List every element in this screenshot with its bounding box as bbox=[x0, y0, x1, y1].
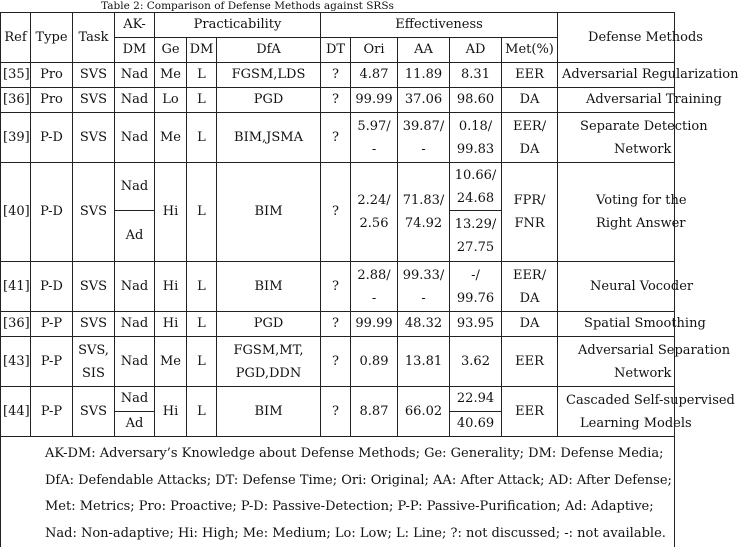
header-type: Type bbox=[31, 13, 73, 63]
cell-dm: L bbox=[187, 337, 217, 387]
cell-dt: ? bbox=[321, 113, 351, 163]
cell-dfa: BIM bbox=[217, 262, 321, 312]
cell-aa: 48.32 bbox=[398, 312, 450, 337]
header-dt: DT bbox=[321, 38, 351, 63]
cell-ge: Hi bbox=[155, 163, 187, 262]
cell-aa: 11.89 bbox=[398, 63, 450, 88]
header-defense-methods: Defense Methods bbox=[558, 13, 675, 63]
cell-ad-adaptive: 13.29/ 27.75 bbox=[450, 211, 502, 262]
table-row bbox=[1, 88, 675, 113]
header-ori: Ori bbox=[351, 38, 398, 63]
cell-type: P-P bbox=[31, 337, 73, 387]
legend-line: AK-DM: Adversary’s Knowledge about Defense Methods; Ge: Generality; DM: Defense Media; bbox=[45, 446, 664, 461]
cell-ref: [36] bbox=[1, 312, 31, 337]
cell-dfa: FGSM,LDS bbox=[217, 63, 321, 88]
cell-ref: [39] bbox=[1, 113, 31, 163]
header-ad: AD bbox=[450, 38, 502, 63]
header-practicability: Practicability bbox=[155, 13, 321, 38]
cell-dm: L bbox=[187, 88, 217, 113]
header-ref: Ref bbox=[1, 13, 31, 63]
legend-row bbox=[1, 437, 675, 548]
header-akdm-bottom: DM bbox=[115, 38, 155, 63]
header-row-1 bbox=[1, 13, 675, 38]
cell-dfa: BIM bbox=[217, 163, 321, 262]
table-row bbox=[1, 113, 675, 163]
header-task: Task bbox=[73, 13, 115, 63]
cell-task: SVS, SIS bbox=[73, 337, 115, 387]
cell-dm: L bbox=[187, 387, 217, 437]
cell-dfa: BIM,JSMA bbox=[217, 113, 321, 163]
cell-type: Pro bbox=[31, 63, 73, 88]
cell-aa: 37.06 bbox=[398, 88, 450, 113]
cell-met: FPR/ FNR bbox=[502, 163, 558, 262]
cell-ge: Lo bbox=[155, 88, 187, 113]
cell-akdm: Nad bbox=[115, 387, 155, 412]
cell-ori: 0.89 bbox=[351, 337, 398, 387]
cell-ref: [36] bbox=[1, 88, 31, 113]
header-met: Met(%) bbox=[502, 38, 558, 63]
cell-aa: 71.83/ 74.92 bbox=[398, 163, 450, 262]
cell-ori: 4.87 bbox=[351, 63, 398, 88]
cell-ge: Hi bbox=[155, 312, 187, 337]
cell-defense: Neural Vocoder bbox=[558, 262, 675, 312]
cell-ori: 2.24/ 2.56 bbox=[351, 163, 398, 262]
cell-met: EER bbox=[502, 63, 558, 88]
cell-task: SVS bbox=[73, 312, 115, 337]
cell-dfa: PGD bbox=[217, 312, 321, 337]
cell-dm: L bbox=[187, 63, 217, 88]
cell-type: P-P bbox=[31, 312, 73, 337]
cell-dt: ? bbox=[321, 63, 351, 88]
legend-line: DfA: Defendable Attacks; DT: Defense Time; Ori: Original; AA: After Attack; AD: After Defense; bbox=[45, 472, 672, 488]
cell-defense: Adversarial Regularization bbox=[558, 63, 675, 88]
cell-akdm-adaptive: Ad bbox=[115, 211, 155, 262]
cell-ge: Me bbox=[155, 63, 187, 88]
cell-ref: [44] bbox=[1, 387, 31, 437]
table-row bbox=[1, 63, 675, 88]
cell-akdm: Nad bbox=[115, 337, 155, 387]
cell-ori: 5.97/ - bbox=[351, 113, 398, 163]
cell-defense: Separate Detection Network bbox=[558, 113, 675, 163]
cell-ad-adaptive: 40.69 bbox=[450, 412, 502, 437]
cell-dm: L bbox=[187, 312, 217, 337]
cell-dfa: BIM bbox=[217, 387, 321, 437]
header-akdm-top: AK- bbox=[115, 13, 155, 38]
cell-type: P-D bbox=[31, 262, 73, 312]
cell-akdm: Nad bbox=[115, 88, 155, 113]
cell-aa: 66.02 bbox=[398, 387, 450, 437]
cell-type: Pro bbox=[31, 88, 73, 113]
cell-akdm: Nad bbox=[115, 113, 155, 163]
table-row bbox=[1, 262, 675, 312]
header-dm: DM bbox=[187, 38, 217, 63]
cell-type: P-D bbox=[31, 113, 73, 163]
cell-met: DA bbox=[502, 88, 558, 113]
cell-dt: ? bbox=[321, 88, 351, 113]
cell-met: EER bbox=[502, 337, 558, 387]
cell-ad: 93.95 bbox=[450, 312, 502, 337]
header-dfa: DfA bbox=[217, 38, 321, 63]
cell-akdm: Nad bbox=[115, 312, 155, 337]
cell-ge: Hi bbox=[155, 387, 187, 437]
cell-dt: ? bbox=[321, 312, 351, 337]
table-row bbox=[1, 337, 675, 387]
legend-line: Nad: Non-adaptive; Hi: High; Me: Medium; Lo: Low; L: Line; ?: not discussed; -: not available. bbox=[45, 525, 666, 541]
cell-ad: 22.94 bbox=[450, 387, 502, 412]
cell-ge: Me bbox=[155, 113, 187, 163]
cell-ori: 2.88/ - bbox=[351, 262, 398, 312]
cell-akdm: Nad bbox=[115, 262, 155, 312]
cell-dfa: PGD bbox=[217, 88, 321, 113]
cell-dm: L bbox=[187, 163, 217, 262]
table-row bbox=[1, 163, 675, 211]
cell-aa: 13.81 bbox=[398, 337, 450, 387]
cell-ge: Hi bbox=[155, 262, 187, 312]
cell-ref: [43] bbox=[1, 337, 31, 387]
defense-methods-table bbox=[0, 12, 738, 547]
cell-akdm: Nad bbox=[115, 163, 155, 211]
cell-defense: Adversarial Separation Network bbox=[558, 337, 675, 387]
cell-ori: 99.99 bbox=[351, 88, 398, 113]
header-effectiveness: Effectiveness bbox=[321, 13, 558, 38]
cell-type: P-P bbox=[31, 387, 73, 437]
cell-defense: Adversarial Training bbox=[558, 88, 675, 113]
cell-defense: Cascaded Self-supervised Learning Models bbox=[558, 387, 675, 437]
cell-akdm-adaptive: Ad bbox=[115, 412, 155, 437]
cell-dt: ? bbox=[321, 337, 351, 387]
cell-ref: [41] bbox=[1, 262, 31, 312]
table-row bbox=[1, 387, 675, 412]
cell-task: SVS bbox=[73, 163, 115, 262]
table-caption: Table 2: Comparison of Defense Methods against SRSs bbox=[101, 0, 394, 12]
cell-task: SVS bbox=[73, 113, 115, 163]
cell-task: SVS bbox=[73, 88, 115, 113]
legend-line: Met: Metrics; Pro: Proactive; P-D: Passive-Detection; P-P: Passive-Purification; Ad: Adaptive; bbox=[45, 499, 654, 514]
cell-dfa: FGSM,MT, PGD,DDN bbox=[217, 337, 321, 387]
cell-task: SVS bbox=[73, 387, 115, 437]
cell-dt: ? bbox=[321, 262, 351, 312]
cell-dm: L bbox=[187, 113, 217, 163]
table-legend bbox=[1, 437, 675, 548]
cell-met: EER/ DA bbox=[502, 262, 558, 312]
cell-met: DA bbox=[502, 312, 558, 337]
table-row bbox=[1, 312, 675, 337]
cell-ad: 98.60 bbox=[450, 88, 502, 113]
cell-ref: [35] bbox=[1, 63, 31, 88]
cell-ad: 0.18/ 99.83 bbox=[450, 113, 502, 163]
cell-met: EER bbox=[502, 387, 558, 437]
cell-aa: 39.87/ - bbox=[398, 113, 450, 163]
header-aa: AA bbox=[398, 38, 450, 63]
cell-met: EER/ DA bbox=[502, 113, 558, 163]
cell-task: SVS bbox=[73, 63, 115, 88]
cell-ge: Me bbox=[155, 337, 187, 387]
cell-ad: 3.62 bbox=[450, 337, 502, 387]
header-ge: Ge bbox=[155, 38, 187, 63]
cell-defense: Voting for the Right Answer bbox=[558, 163, 675, 262]
cell-ori: 99.99 bbox=[351, 312, 398, 337]
cell-type: P-D bbox=[31, 163, 73, 262]
cell-aa: 99.33/ - bbox=[398, 262, 450, 312]
cell-ad: 8.31 bbox=[450, 63, 502, 88]
cell-ad: 10.66/ 24.68 bbox=[450, 163, 502, 211]
cell-ad: -/ 99.76 bbox=[450, 262, 502, 312]
cell-defense: Spatial Smoothing bbox=[558, 312, 675, 337]
cell-dt: ? bbox=[321, 163, 351, 262]
cell-dt: ? bbox=[321, 387, 351, 437]
cell-task: SVS bbox=[73, 262, 115, 312]
cell-dm: L bbox=[187, 262, 217, 312]
cell-ref: [40] bbox=[1, 163, 31, 262]
cell-ori: 8.87 bbox=[351, 387, 398, 437]
cell-akdm: Nad bbox=[115, 63, 155, 88]
